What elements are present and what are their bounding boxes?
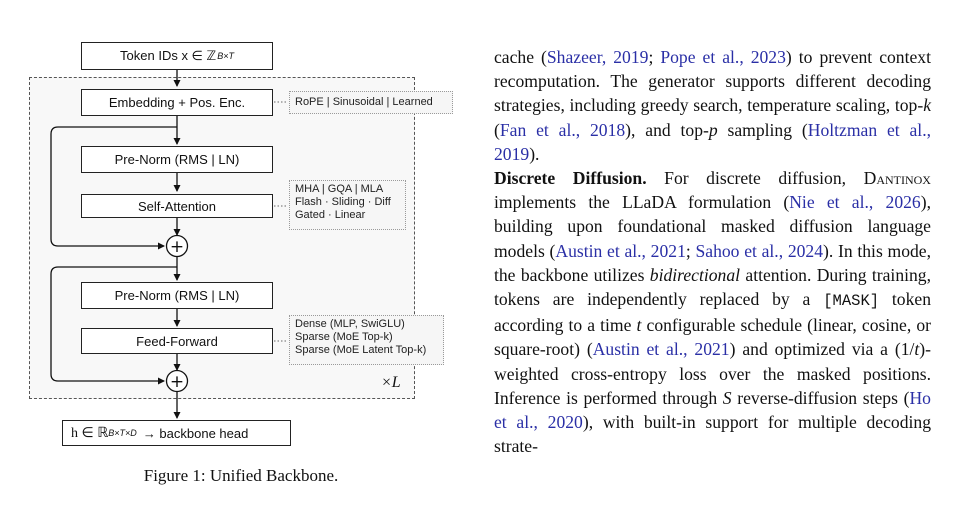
ffn-options-note [289, 315, 444, 365]
ffn-option-line: Dense (MLP, SwiGLU) [295, 318, 405, 330]
text-run: ), with built-in support for multiple decoding strate- [494, 412, 931, 457]
add-symbol-2: + [169, 372, 185, 392]
text-run: )-weighted cross-entropy loss over the masked positions. Inference is performed through [494, 339, 932, 408]
input-label: Token IDs x ∈ ℤ [120, 48, 217, 63]
paragraph-decoding [494, 45, 931, 166]
math-symbol: k [923, 95, 931, 116]
attention-option-line: MHA | GQA | MLA [295, 183, 384, 195]
text-run: token according to a time [494, 289, 931, 336]
math-symbol: S [722, 387, 732, 408]
text-run: reverse-diffusion steps ( [731, 387, 910, 408]
ffn-option-line: Sparse (MoE Latent Top-k) [295, 344, 427, 356]
paragraph-heading: Discrete Diffusion. [494, 168, 647, 189]
math-symbol: t [914, 339, 920, 360]
text-run: ). In this mode, the backbone utilizes [494, 240, 931, 285]
text-run: ) and optimized via a (1/ [729, 339, 915, 360]
citation-link[interactable]: Shazeer, 2019 [546, 47, 649, 67]
body-text-column [494, 45, 931, 458]
feed-forward-box: Feed-Forward [81, 328, 273, 354]
ffn-option-line: Sparse (MoE Top-k) [295, 331, 393, 343]
embedding-options-text: RoPE | Sinusoidal | Learned [295, 96, 433, 108]
prenorm-box-2: Pre-Norm (RMS | LN) [81, 282, 273, 309]
output-hidden-box [62, 420, 291, 446]
text-run: For discrete diffusion, [646, 168, 864, 189]
text-run: implements the LLaDA formulation ( [494, 192, 790, 213]
residual-connection-1 [51, 127, 177, 246]
attention-option-line: Flash · Sliding · Diff [295, 196, 391, 208]
text-run: configurable schedule (linear, cosine, or square-root) ( [494, 315, 931, 360]
text-run: ), and top- [625, 119, 709, 140]
system-name: Dantinox [863, 168, 931, 189]
embedding-options-note [289, 91, 453, 114]
add-symbol-1: + [169, 237, 185, 257]
mask-token-code: [MASK] [823, 292, 880, 311]
citation-link[interactable]: Austin et al., 2021 [592, 339, 730, 360]
text-run: ; [685, 240, 696, 261]
figure-unified-backbone [0, 0, 470, 522]
embedding-box: Embedding + Pos. Enc. [81, 89, 273, 116]
figure-caption: Figure 1: Unified Backbone. [143, 466, 339, 485]
citation-link[interactable]: Pope et al., 2023 [660, 47, 786, 67]
text-run: sampling ( [717, 119, 808, 140]
input-shape-sup: B×T [217, 51, 234, 61]
text-run: ) to prevent context recomputation. The generator supports different decoding strategies, including greedy search, temperature scaling, top- [494, 47, 931, 116]
self-attention-box: Self-Attention [81, 194, 273, 218]
prenorm-box-1: Pre-Norm (RMS | LN) [81, 146, 273, 173]
citation-link[interactable]: Fan et al., 2018 [499, 119, 626, 140]
citation-link[interactable]: Ho et al., 2020 [494, 387, 931, 433]
output-h-label: h ∈ ℝ [71, 425, 109, 441]
repeat-count-label: ×L [381, 374, 401, 391]
emphasis-text: bidirectional [649, 264, 741, 285]
attention-option-line: Gated · Linear [295, 209, 366, 221]
math-symbol: t [636, 315, 642, 336]
text-run: ; [648, 47, 661, 67]
citation-link[interactable]: Nie et al., 2026 [789, 192, 921, 213]
paragraph-discrete-diffusion [494, 166, 931, 458]
text-run: ( [494, 119, 500, 140]
output-rest-label: → backbone head [142, 425, 249, 441]
citation-link[interactable]: Austin et al., 2021 [555, 240, 686, 261]
attention-options-note [289, 180, 406, 230]
citation-link[interactable]: Holtzman et al., 2019 [494, 119, 931, 164]
text-run: ). [529, 143, 540, 164]
math-symbol: p [708, 119, 718, 140]
text-run: ), building upon foundational masked diffusion language models ( [494, 192, 931, 261]
text-run: cache ( [494, 47, 547, 67]
output-shape-sup: B×T×D [108, 428, 137, 438]
citation-link[interactable]: Sahoo et al., 2024 [695, 240, 824, 261]
input-token-ids-box [81, 42, 273, 70]
text-run: attention. During training, tokens are independently replaced by a [494, 264, 932, 310]
